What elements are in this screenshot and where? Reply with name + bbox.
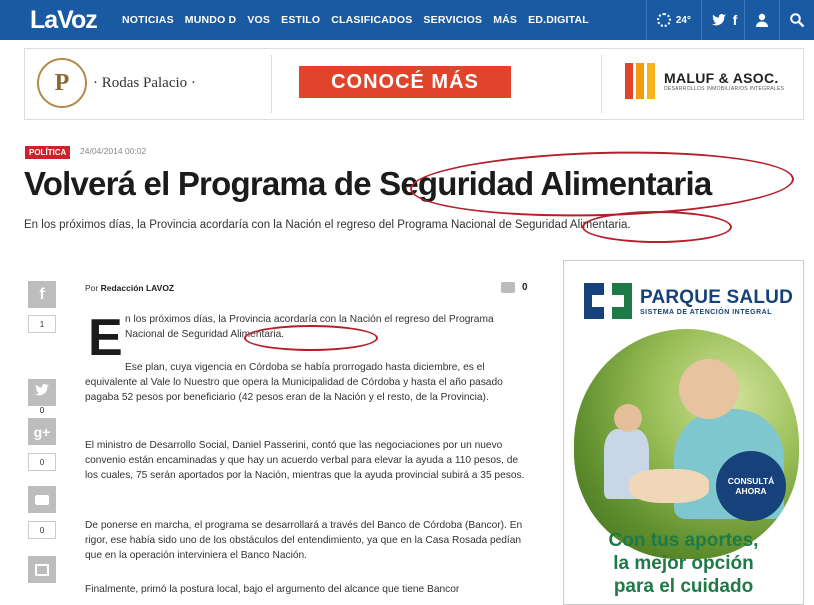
facebook-icon[interactable]: f [732, 12, 738, 28]
category-badge[interactable]: POLÍTICA [25, 146, 70, 159]
user-icon[interactable] [745, 0, 779, 40]
parque-salud-header [584, 283, 793, 319]
maluf-label: MALUF & ASOC. [664, 70, 779, 86]
headline-annotation-circle [409, 147, 795, 221]
drop-cap: E [88, 309, 123, 367]
comment-share-button[interactable] [28, 486, 56, 513]
side-ad-copy [564, 529, 803, 598]
article-paragraph-1: n los próximos días, la Provincia acordaría con la Nación el regreso del Programa Nacional de Seguridad Alimentaria. [125, 314, 494, 340]
article-subhead: En los próximos días, la Provincia acordaría con la Nación el regreso del Programa Nacional de Seguridad Alimentaria. [24, 219, 631, 231]
consulta-ahora-button[interactable]: CONSULTÁ AHORA [716, 451, 786, 521]
parque-salud-cross-icon [584, 283, 636, 319]
nav-link-clasificados[interactable]: CLASIFICADOS [331, 14, 413, 26]
article-paragraph-4: De ponerse en marcha, el programa se desarrollará a través del Banco de Córdoba (Bancor). En rigor, ese había sido uno de los obstáculos del entendimiento, ya que en la Casa Rosada pedían que en la operación interviniera el Banco Nación. [85, 520, 523, 561]
subhead-annotation-circle [582, 211, 732, 243]
parque-salud-tagline: SISTEMA DE ATENCIÓN INTEGRAL [640, 308, 772, 316]
comment-counter[interactable] [501, 282, 528, 293]
comment-share-count: 0 [28, 521, 56, 539]
byline-author[interactable]: Redacción LAVOZ [100, 283, 175, 293]
banner-ad[interactable] [24, 48, 804, 120]
nav-link-servicios[interactable]: SERVICIOS [423, 14, 483, 26]
side-ad-copy-line: la mejor opción [613, 553, 754, 574]
google-plus-share-button[interactable] [28, 418, 56, 445]
nav-link-ed-digital[interactable]: ED.DIGITAL [528, 14, 589, 26]
ad-divider [271, 55, 272, 113]
article-paragraph-3: El ministro de Desarrollo Social, Daniel Passerini, contó que las negociaciones por un nuevo convenio están encaminadas y que hay un acuerdo verbal para elevar la ayuda a 110 pesos, de los cuales, 75 serán aportados por la Nación, mientras que la ayuda provincial subirá a 35 pesos. [85, 440, 525, 481]
article-date: 24/04/2014 00:02 [80, 146, 147, 156]
nav-link-mundo-d[interactable]: MUNDO D [184, 14, 237, 26]
nav-link-noticias[interactable]: NOTICIAS [122, 14, 174, 26]
body-annotation-circle [244, 325, 378, 351]
nav-right-tools [646, 0, 814, 40]
print-icon [35, 564, 49, 576]
comment-count: 0 [522, 282, 528, 293]
sun-icon [657, 13, 671, 27]
comment-icon [501, 282, 515, 293]
maluf-logo-icon [625, 63, 658, 99]
rodas-palacio-brand [37, 58, 196, 108]
comment-icon [35, 495, 49, 505]
weather-widget[interactable] [647, 0, 701, 40]
google-plus-share-count: 0 [28, 453, 56, 471]
side-ad-copy-line: Con tus aportes, [608, 530, 759, 551]
google-plus-icon: g+ [33, 423, 51, 440]
article-headline: Volverá el Programa de Seguridad Alimentaria [24, 165, 712, 202]
temperature: 24° [675, 14, 691, 26]
facebook-share-count: 1 [28, 315, 56, 333]
parque-salud-ad[interactable] [563, 260, 804, 605]
nav-link-vos[interactable]: VOS [247, 14, 271, 26]
site-logo[interactable]: LaVoz [30, 5, 97, 34]
maluf-tagline: DESARROLLOS INMOBILIARIOS INTEGRALES [664, 86, 785, 92]
main-nav [122, 0, 600, 40]
twitter-share-count: 0 [39, 405, 45, 415]
facebook-share-button[interactable] [28, 281, 56, 308]
search-icon[interactable] [780, 0, 814, 40]
rodas-palacio-seal-icon: P [37, 58, 87, 108]
conoce-mas-button[interactable]: CONOCÉ MÁS [299, 66, 511, 98]
side-ad-copy-line: para el cuidado [613, 576, 754, 597]
article-paragraph-2: Ese plan, cuya vigencia en Córdoba se había prorrogado hasta diciembre, es el equivalente al Vale lo Nuestro que opera la Municipalidad de Córdoba y hasta el año pasado pagaba 52 pesos por beneficiario (42 pesos eran de la Nación y el resto, de la Provincia). [85, 362, 503, 403]
top-navigation-bar [0, 0, 814, 40]
print-button[interactable] [28, 556, 56, 583]
nav-link-mas[interactable]: MÁS [493, 14, 518, 26]
nav-link-estilo[interactable]: ESTILO [281, 14, 321, 26]
article-paragraph-5: Finalmente, primó la postura local, bajo el argumento del alcance que tiene Bancor [85, 584, 460, 595]
ad-divider [601, 55, 602, 113]
parque-salud-brand: PARQUE SALUD [640, 286, 793, 308]
twitter-icon [34, 382, 50, 403]
rodas-palacio-label: · Rodas Palacio · [93, 74, 196, 91]
family-photo [574, 329, 799, 559]
byline-prefix: Por [85, 283, 99, 293]
maluf-brand [625, 63, 784, 99]
byline [85, 283, 174, 293]
twitter-share-button[interactable] [28, 379, 56, 406]
facebook-icon: f [39, 285, 45, 303]
